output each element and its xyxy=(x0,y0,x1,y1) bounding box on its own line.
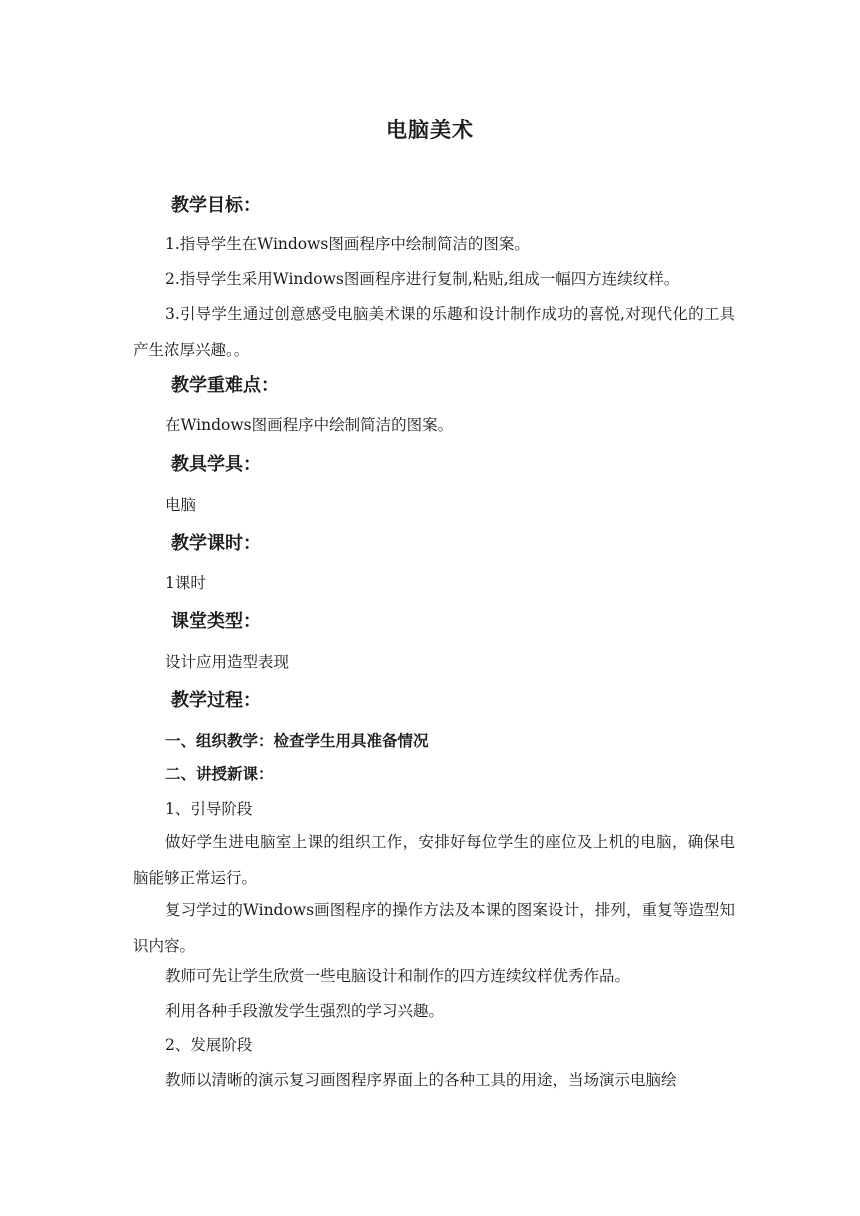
step-1: 一、组织教学：检查学生用具准备情况 xyxy=(165,732,429,750)
phase-1-paragraph-2: 复习学过的Windows画图程序的操作方法及本课的图案设计，排列，重复等造型知识内容。 xyxy=(133,901,735,955)
objective-2: 2.指导学生采用Windows图画程序进行复制,粘贴,组成一幅四方连续纹样。 xyxy=(165,270,680,288)
hours-heading: 教学课时： xyxy=(171,533,261,554)
phase-2-heading: 2、发展阶段 xyxy=(165,1036,253,1054)
objective-3: 3.引导学生通过创意感受电脑美术课的乐趣和设计制作成功的喜悦,对现代化的工具产生浓厚兴趣。。 xyxy=(133,305,735,359)
objective-1: 1.指导学生在Windows图画程序中绘制简洁的图案。 xyxy=(165,235,530,253)
process-heading: 教学过程： xyxy=(171,690,261,711)
keypoints-heading: 教学重难点： xyxy=(171,375,279,396)
tools-text: 电脑 xyxy=(165,496,197,514)
objectives-heading: 教学目标： xyxy=(171,195,261,216)
hours-text: 1课时 xyxy=(165,574,206,592)
phase-1-paragraph-4: 利用各种手段激发学生强烈的学习兴趣。 xyxy=(165,1002,445,1020)
phase-2-paragraph-1: 教师以清晰的演示复习画图程序界面上的各种工具的用途，当场演示电脑绘 xyxy=(165,1071,677,1089)
step-2: 二、讲授新课： xyxy=(165,765,274,783)
type-heading: 课堂类型： xyxy=(171,611,261,632)
keypoints-text: 在Windows图画程序中绘制简洁的图案。 xyxy=(165,416,454,434)
phase-1-heading: 1、引导阶段 xyxy=(165,800,253,818)
tools-heading: 教具学具： xyxy=(171,454,261,475)
type-text: 设计应用造型表现 xyxy=(165,653,290,671)
document-title: 电脑美术 xyxy=(386,118,474,142)
phase-1-paragraph-3: 教师可先让学生欣赏一些电脑设计和制作的四方连续纹样优秀作品。 xyxy=(165,967,631,985)
phase-1-paragraph-1: 做好学生进电脑室上课的组织工作，安排好每位学生的座位及上机的电脑，确保电脑能够正常运行。 xyxy=(133,833,735,887)
